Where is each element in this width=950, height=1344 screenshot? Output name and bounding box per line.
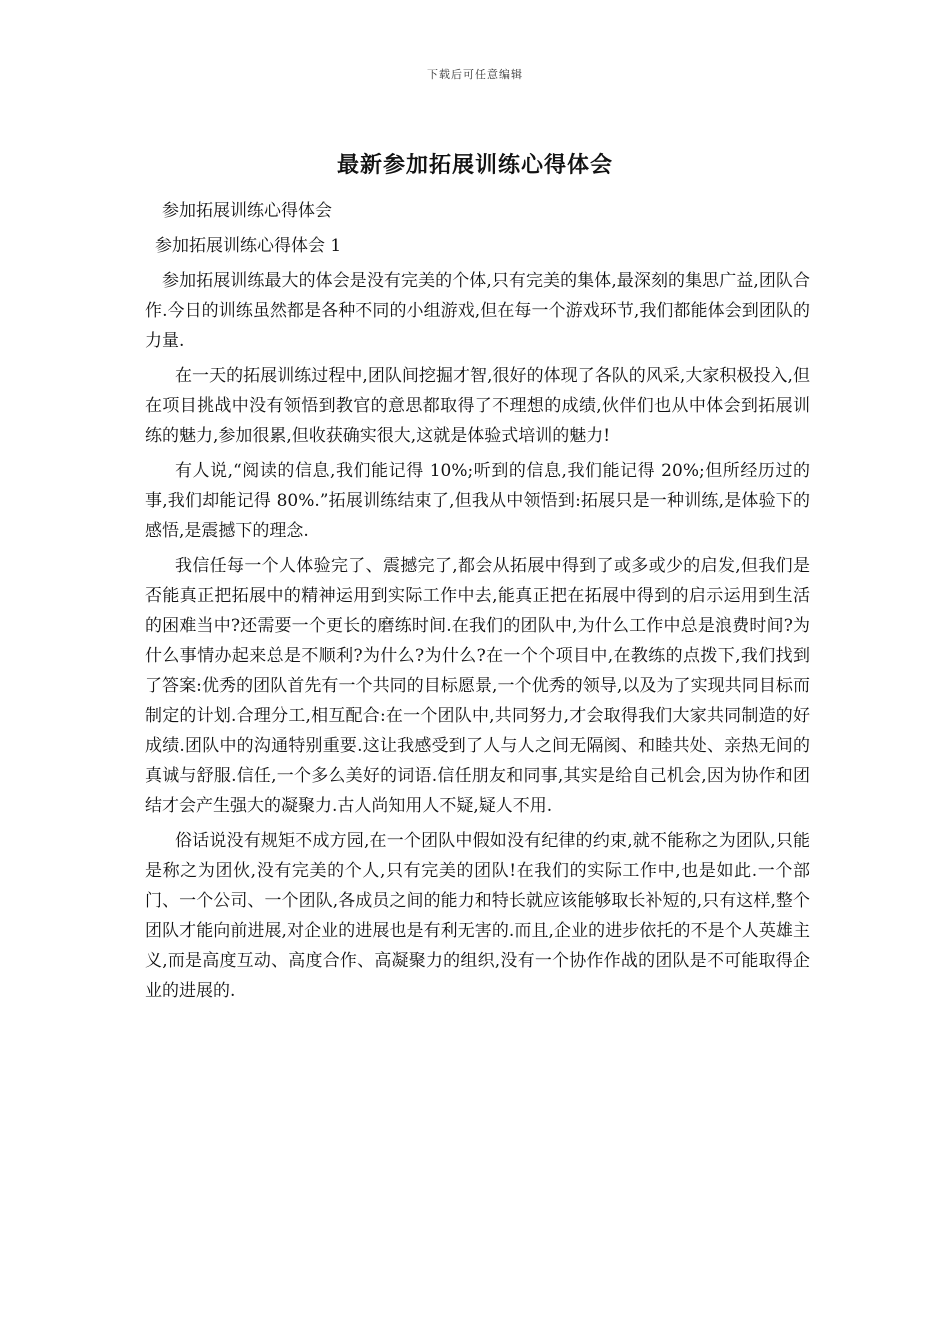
document-body bbox=[145, 196, 810, 1011]
section-heading: 参加拓展训练心得体会 1 bbox=[155, 236, 342, 256]
paragraph: 俗话说没有规矩不成方园,在一个团队中假如没有纪律的约束,就不能称之为团队,只能是称之为团伙,没有完美的个人,只有完美的团队!在我们的实际工作中,也是如此.一个部门、一个公司、一个团队,各成员之间的能力和特长就应该能够取长补短的,只有这样,整个团队才能向前进展,对企业的进展也是有利无害的.而且,企业的进步依托的不是个人英雄主义,而是高度互动、高度合作、高凝聚力的组织,没有一个协作作战的团队是不可能取得企业的进展的. bbox=[145, 831, 810, 1001]
paragraph: 参加拓展训练最大的体会是没有完美的个体,只有完美的集体,最深刻的集思广益,团队合作.今日的训练虽然都是各种不同的小组游戏,但在每一个游戏环节,我们都能体会到团队的力量. bbox=[145, 271, 810, 351]
document-subtitle: 参加拓展训练心得体会 bbox=[162, 201, 332, 221]
page-title: 最新参加拓展训练心得体会 bbox=[336, 152, 613, 178]
paragraph: 我信任每一个人体验完了、震撼完了,都会从拓展中得到了或多或少的启发,但我们是否能真正把拓展中的精神运用到实际工作中去,能真正把在拓展中得到的启示运用到生活的困难当中?还需要一个更长的磨练时间.在我们的团队中,为什么工作中总是浪费时间?为什么事情办起来总是不顺利?为什么?为什么?在一个个项目中,在教练的点拨下,我们找到了答案:优秀的团队首先有一个共同的目标愿景,一个优秀的领导,以及为了实现共同目标而制定的计划.合理分工,相互配合:在一个团队中,共同努力,才会取得我们大家共同制造的好成绩.团队中的沟通特别重要.这让我感受到了人与人之间无隔阂、和睦共处、亲热无间的真诚与舒服.信任,一个多么美好的词语.信任朋友和同事,其实是给自己机会,因为协作和团结才会产生强大的凝聚力.古人尚知用人不疑,疑人不用. bbox=[145, 556, 810, 816]
paragraph: 有人说,“阅读的信息,我们能记得 10%;听到的信息,我们能记得 20%;但所经历过的事,我们却能记得 80%.”拓展训练结束了,但我从中领悟到:拓展只是一种训练,是体验下的感悟,是震撼下的理念. bbox=[145, 461, 810, 541]
header-note: 下载后可任意编辑 bbox=[427, 68, 523, 81]
paragraph: 在一天的拓展训练过程中,团队间挖掘才智,很好的体现了各队的风采,大家积极投入,但在项目挑战中没有领悟到教官的意思都取得了不理想的成绩,伙伴们也从中体会到拓展训练的魅力,参加很累,但收获确实很大,这就是体验式培训的魅力! bbox=[145, 366, 810, 446]
